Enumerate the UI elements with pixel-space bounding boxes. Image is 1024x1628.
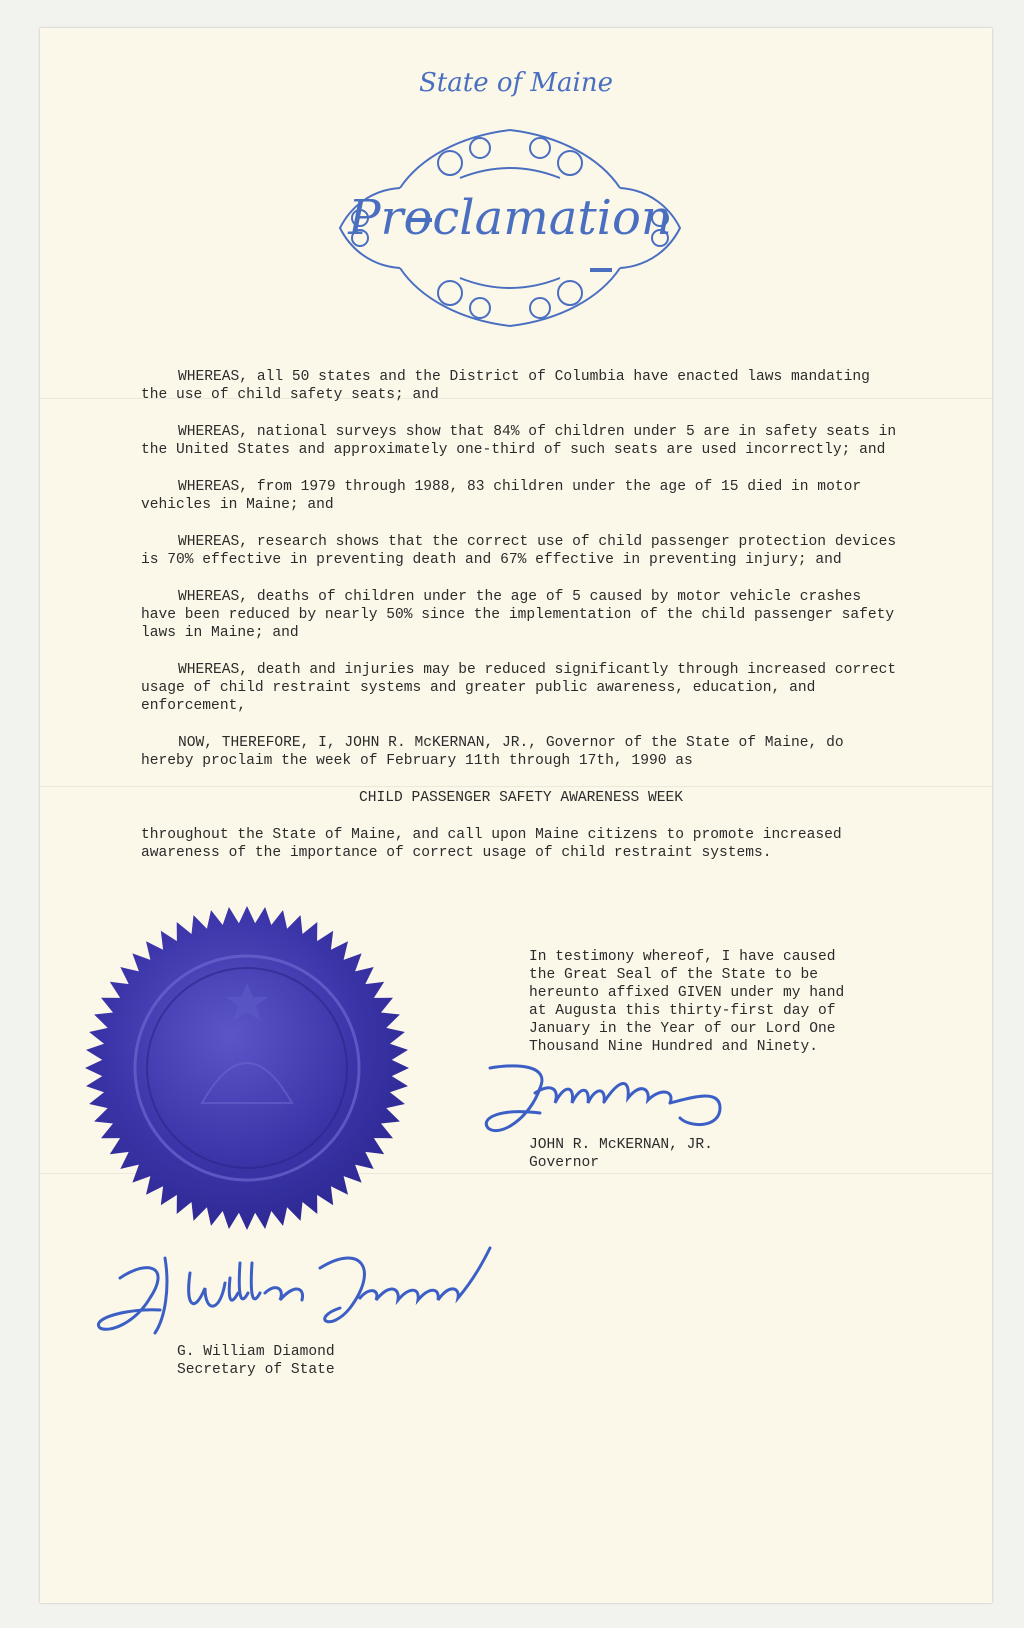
proclamation-ornament (310, 118, 710, 338)
whereas-paragraph: WHEREAS, all 50 states and the District of Columbia have enacted laws mandating the use of child safety seats; and (141, 369, 870, 403)
proclamation-body (141, 368, 901, 881)
whereas-paragraph: WHEREAS, deaths of children under the age of 5 caused by motor vehicle crashes have been reduced by nearly 50% since the implementation of the child passenger safety laws in Maine; and (141, 589, 895, 641)
secretary-block (177, 1343, 335, 1379)
whereas-paragraph: WHEREAS, national surveys show that 84% of children under 5 are in safety seats in the United States and approximately one-third of such seats are used incorrectly; and (141, 424, 897, 458)
secretary-signature-icon (80, 1238, 510, 1348)
testimony-text: In testimony whereof, I have caused the Great Seal of the State to be hereunto affixed GIVEN under my hand at Augusta this thirty-first day of January in the Year of our Lord One Thousand Nine Hundred and Ninety. (529, 949, 845, 1055)
state-heading: State of Maine (419, 68, 613, 98)
proclamation-sheet (40, 28, 992, 1603)
whereas-paragraph: WHEREAS, from 1979 through 1988, 83 children under the age of 15 died in motor vehicles in Maine; and (141, 479, 862, 513)
secretary-name: G. William Diamond (177, 1344, 335, 1360)
proclaim-paragraph: NOW, THEREFORE, I, JOHN R. McKERNAN, JR., Governor of the State of Maine, do hereby proclaim the week of February 11th through 17th, 1990 as (141, 735, 844, 769)
week-title: CHILD PASSENGER SAFETY AWARENESS WEEK (358, 790, 684, 806)
seal-icon (82, 903, 412, 1233)
governor-name: JOHN R. McKERNAN, JR. (529, 1137, 713, 1153)
great-seal (82, 903, 412, 1233)
secretary-title: Secretary of State (177, 1362, 335, 1378)
whereas-paragraph: WHEREAS, research shows that the correct use of child passenger protection devices is 70% effective in preventing death and 67% effective in preventing injury; and (141, 534, 897, 568)
governor-title: Governor (529, 1155, 600, 1171)
whereas-paragraph: WHEREAS, death and injuries may be reduced significantly through increased correct usage of child restraint systems and greater public awareness, education, and enforcement, (141, 662, 897, 714)
proclamation-title: Proclamation (348, 190, 672, 246)
governor-block (529, 1136, 713, 1172)
closing-paragraph: throughout the State of Maine, and call upon Maine citizens to promote increased awareness of the importance of correct usage of child restraint systems. (141, 827, 842, 861)
